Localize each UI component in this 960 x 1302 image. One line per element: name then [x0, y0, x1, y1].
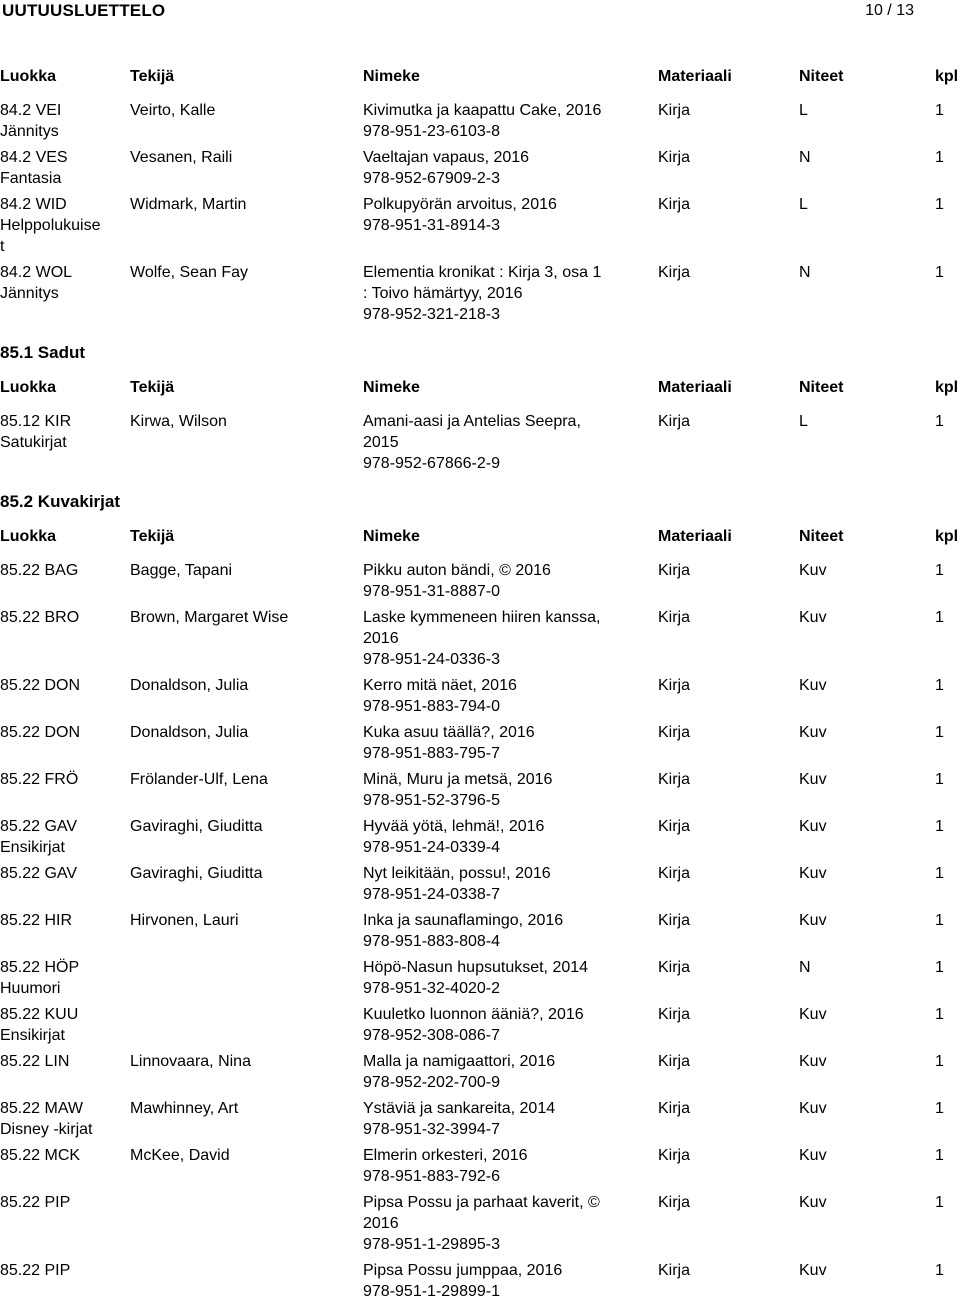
column-header-niteet: Niteet	[799, 528, 844, 545]
cell-materiaali: Kirja	[658, 912, 691, 929]
column-header-nimeke: Nimeke	[363, 68, 420, 85]
cell-materiaali: Kirja	[658, 818, 691, 835]
cell-luokka: 85.22 MAW Disney -kirjat	[0, 1100, 93, 1138]
cell-kpl: 1	[935, 771, 944, 788]
cell-nimeke: Kuuletko luonnon ääniä?, 2016 978-952-308-086-7	[363, 1006, 584, 1044]
cell-niteet: Kuv	[799, 1194, 827, 1211]
cell-niteet: L	[799, 102, 808, 119]
cell-tekija: Hirvonen, Lauri	[130, 912, 239, 929]
cell-luokka: 85.22 HIR	[0, 912, 73, 929]
cell-luokka: 85.22 KUU Ensikirjat	[0, 1006, 79, 1044]
cell-luokka: 85.22 MCK	[0, 1147, 81, 1164]
cell-luokka: 85.12 KIR Satukirjat	[0, 413, 72, 451]
cell-kpl: 1	[935, 413, 944, 430]
cell-materiaali: Kirja	[658, 413, 691, 430]
cell-kpl: 1	[935, 1147, 944, 1164]
section-title: 85.1 Sadut	[0, 343, 86, 362]
cell-nimeke: Ystäviä ja sankareita, 2014 978-951-32-3994-7	[363, 1100, 556, 1138]
cell-niteet: Kuv	[799, 1006, 827, 1023]
column-header-niteet: Niteet	[799, 379, 844, 396]
cell-materiaali: Kirja	[658, 102, 691, 119]
cell-kpl: 1	[935, 959, 944, 976]
column-header-luokka: Luokka	[0, 379, 57, 396]
cell-niteet: N	[799, 149, 811, 166]
cell-kpl: 1	[935, 865, 944, 882]
cell-nimeke: Nyt leikitään, possu!, 2016 978-951-24-0338-7	[363, 865, 551, 903]
cell-niteet: L	[799, 413, 808, 430]
cell-nimeke: Elementia kronikat : Kirja 3, osa 1 : Toivo hämärtyy, 2016 978-952-321-218-3	[363, 264, 602, 323]
cell-tekija: Vesanen, Raili	[130, 149, 233, 166]
cell-luokka: 85.22 BAG	[0, 562, 79, 579]
column-header-luokka: Luokka	[0, 68, 57, 85]
column-header-tekija: Tekijä	[130, 68, 175, 85]
cell-niteet: Kuv	[799, 677, 827, 694]
cell-niteet: Kuv	[799, 865, 827, 882]
cell-luokka: 85.22 PIP	[0, 1194, 71, 1211]
cell-materiaali: Kirja	[658, 1006, 691, 1023]
column-header-niteet: Niteet	[799, 68, 844, 85]
table-header	[0, 528, 960, 548]
cell-kpl: 1	[935, 264, 944, 281]
cell-materiaali: Kirja	[658, 1194, 691, 1211]
cell-tekija: Kirwa, Wilson	[130, 413, 227, 430]
cell-luokka: 85.22 PIP	[0, 1262, 71, 1279]
cell-niteet: N	[799, 264, 811, 281]
cell-materiaali: Kirja	[658, 771, 691, 788]
page-header	[0, 0, 960, 26]
cell-tekija: Gaviraghi, Giuditta	[130, 865, 263, 882]
cell-materiaali: Kirja	[658, 264, 691, 281]
cell-materiaali: Kirja	[658, 609, 691, 626]
cell-luokka: 85.22 DON	[0, 677, 81, 694]
section-title: 85.2 Kuvakirjat	[0, 492, 121, 511]
cell-kpl: 1	[935, 724, 944, 741]
cell-kpl: 1	[935, 196, 944, 213]
cell-nimeke: Inka ja saunaflamingo, 2016 978-951-883-808-4	[363, 912, 564, 950]
cell-niteet: Kuv	[799, 771, 827, 788]
cell-materiaali: Kirja	[658, 865, 691, 882]
cell-nimeke: Elmerin orkesteri, 2016 978-951-883-792-6	[363, 1147, 528, 1185]
cell-niteet: L	[799, 196, 808, 213]
column-header-kpl: kpl	[935, 528, 959, 545]
column-header-tekija: Tekijä	[130, 528, 175, 545]
cell-kpl: 1	[935, 1194, 944, 1211]
column-header-materiaali: Materiaali	[658, 68, 732, 85]
cell-materiaali: Kirja	[658, 562, 691, 579]
column-header-kpl: kpl	[935, 68, 959, 85]
cell-nimeke: Hyvää yötä, lehmä!, 2016 978-951-24-0339-4	[363, 818, 545, 856]
cell-materiaali: Kirja	[658, 196, 691, 213]
cell-kpl: 1	[935, 102, 944, 119]
cell-luokka: 84.2 VEI Jännitys	[0, 102, 62, 140]
cell-nimeke: Polkupyörän arvoitus, 2016 978-951-31-8914-3	[363, 196, 557, 234]
cell-kpl: 1	[935, 677, 944, 694]
cell-kpl: 1	[935, 1006, 944, 1023]
cell-tekija: Veirto, Kalle	[130, 102, 216, 119]
cell-kpl: 1	[935, 1262, 944, 1279]
cell-luokka: 85.22 HÖP Huumori	[0, 959, 80, 997]
page-number: 10 / 13	[865, 2, 914, 19]
cell-niteet: Kuv	[799, 609, 827, 626]
cell-nimeke: Höpö-Nasun hupsutukset, 2014 978-951-32-4020-2	[363, 959, 589, 997]
cell-nimeke: Pipsa Possu ja parhaat kaverit, © 2016 978-951-1-29895-3	[363, 1194, 600, 1253]
document-title: UUTUUSLUETTELO	[2, 1, 166, 20]
cell-niteet: Kuv	[799, 1147, 827, 1164]
cell-luokka: 84.2 WOL Jännitys	[0, 264, 73, 302]
column-header-materiaali: Materiaali	[658, 528, 732, 545]
cell-tekija: Widmark, Martin	[130, 196, 247, 213]
cell-niteet: N	[799, 959, 811, 976]
cell-kpl: 1	[935, 149, 944, 166]
cell-tekija: Brown, Margaret Wise	[130, 609, 289, 626]
table-header	[0, 68, 960, 88]
cell-materiaali: Kirja	[658, 724, 691, 741]
cell-luokka: 84.2 VES Fantasia	[0, 149, 68, 187]
cell-nimeke: Laske kymmeneen hiiren kanssa, 2016 978-951-24-0336-3	[363, 609, 601, 668]
cell-tekija: McKee, David	[130, 1147, 230, 1164]
cell-tekija: Bagge, Tapani	[130, 562, 233, 579]
cell-nimeke: Kivimutka ja kaapattu Cake, 2016 978-951-23-6103-8	[363, 102, 602, 140]
cell-luokka: 84.2 WID Helppolukuise t	[0, 196, 101, 255]
cell-nimeke: Amani-aasi ja Antelias Seepra, 2015 978-952-67866-2-9	[363, 413, 581, 472]
cell-nimeke: Malla ja namigaattori, 2016 978-952-202-700-9	[363, 1053, 556, 1091]
cell-luokka: 85.22 GAV Ensikirjat	[0, 818, 78, 856]
column-header-kpl: kpl	[935, 379, 959, 396]
cell-materiaali: Kirja	[658, 149, 691, 166]
cell-tekija: Donaldson, Julia	[130, 677, 249, 694]
cell-kpl: 1	[935, 1053, 944, 1070]
cell-kpl: 1	[935, 912, 944, 929]
cell-nimeke: Kuka asuu täällä?, 2016 978-951-883-795-7	[363, 724, 535, 762]
cell-luokka: 85.22 GAV	[0, 865, 78, 882]
cell-materiaali: Kirja	[658, 959, 691, 976]
cell-nimeke: Pikku auton bändi, © 2016 978-951-31-8887-0	[363, 562, 551, 600]
column-header-materiaali: Materiaali	[658, 379, 732, 396]
cell-nimeke: Kerro mitä näet, 2016 978-951-883-794-0	[363, 677, 517, 715]
column-header-nimeke: Nimeke	[363, 528, 420, 545]
cell-nimeke: Vaeltajan vapaus, 2016 978-952-67909-2-3	[363, 149, 530, 187]
cell-materiaali: Kirja	[658, 1100, 691, 1117]
cell-niteet: Kuv	[799, 912, 827, 929]
cell-tekija: Gaviraghi, Giuditta	[130, 818, 263, 835]
cell-niteet: Kuv	[799, 1100, 827, 1117]
cell-tekija: Donaldson, Julia	[130, 724, 249, 741]
table-header	[0, 379, 960, 399]
cell-luokka: 85.22 DON	[0, 724, 81, 741]
cell-luokka: 85.22 FRÖ	[0, 771, 79, 788]
cell-niteet: Kuv	[799, 562, 827, 579]
cell-tekija: Linnovaara, Nina	[130, 1053, 251, 1070]
cell-niteet: Kuv	[799, 1053, 827, 1070]
cell-kpl: 1	[935, 818, 944, 835]
cell-nimeke: Pipsa Possu jumppaa, 2016 978-951-1-29899-1	[363, 1262, 563, 1300]
cell-kpl: 1	[935, 562, 944, 579]
cell-tekija: Wolfe, Sean Fay	[130, 264, 248, 281]
cell-nimeke: Minä, Muru ja metsä, 2016 978-951-52-3796-5	[363, 771, 553, 809]
cell-tekija: Frölander-Ulf, Lena	[130, 771, 268, 788]
column-header-nimeke: Nimeke	[363, 379, 420, 396]
cell-tekija: Mawhinney, Art	[130, 1100, 239, 1117]
column-header-luokka: Luokka	[0, 528, 57, 545]
cell-materiaali: Kirja	[658, 677, 691, 694]
column-header-tekija: Tekijä	[130, 379, 175, 396]
cell-materiaali: Kirja	[658, 1262, 691, 1279]
cell-luokka: 85.22 BRO	[0, 609, 80, 626]
cell-materiaali: Kirja	[658, 1147, 691, 1164]
cell-niteet: Kuv	[799, 1262, 827, 1279]
cell-luokka: 85.22 LIN	[0, 1053, 70, 1070]
cell-niteet: Kuv	[799, 724, 827, 741]
cell-niteet: Kuv	[799, 818, 827, 835]
cell-kpl: 1	[935, 609, 944, 626]
cell-materiaali: Kirja	[658, 1053, 691, 1070]
cell-kpl: 1	[935, 1100, 944, 1117]
